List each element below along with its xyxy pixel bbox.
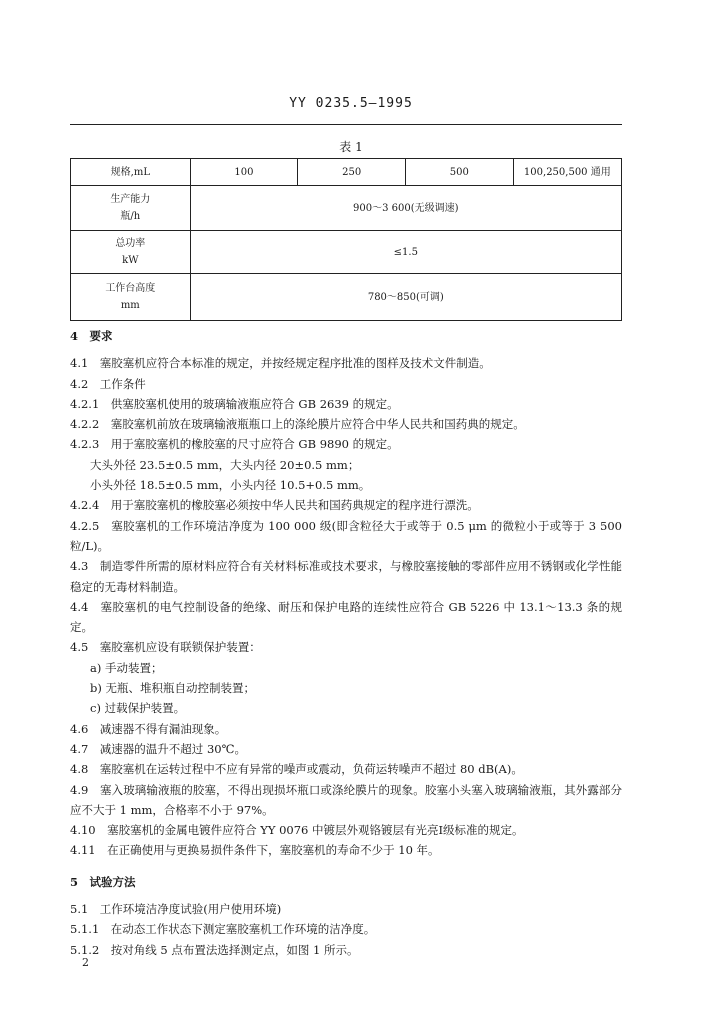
spec-table	[70, 158, 622, 321]
capacity-unit: 瓶/h	[120, 211, 141, 222]
clause-4-9: 4.9 塞入玻璃输液瓶的胶塞，不得出现损坏瓶口或涤纶膜片的现象。胶塞小头塞入玻璃输液瓶，其外露部分应不大于 1 mm，合格率不小于 97%。	[70, 782, 622, 817]
clause-4-10: 4.10 塞胶塞机的金属电镀件应符合 YY 0076 中镀层外观铬镀层有光亮Ⅰ级标准的规定。	[70, 823, 524, 838]
clause-4-11: 4.11 在正确使用与更换易损件条件下，塞胶塞机的寿命不少于 10 年。	[70, 843, 440, 858]
clause-4-2-5: 4.2.5 塞胶塞机的工作环境洁净度为 100 000 级(即含粒径大于或等于 0.5 μm 的微粒小于或等于 3 500 粒/L)。	[70, 518, 622, 553]
height-label-cell	[71, 274, 191, 321]
page-number: 2	[82, 956, 89, 969]
power-unit: kW	[122, 255, 139, 266]
section-4-title: 4 要求	[70, 329, 113, 343]
clause-4-2-1: 4.2.1 供塞胶塞机使用的玻璃输液瓶应符合 GB 2639 的规定。	[70, 396, 399, 411]
power-value-cell: ≤1.5	[190, 231, 621, 274]
power-label: 总功率	[115, 238, 146, 249]
clause-4-3: 4.3 制造零件所需的原材料应符合有关材料标准或技术要求，与橡胶塞接触的零部件应用不锈钢或化学性能稳定的无毒材料制造。	[70, 559, 622, 594]
height-value-cell: 780～850(可调)	[190, 274, 621, 321]
table-row-power	[71, 231, 622, 274]
clause-4-7: 4.7 减速器的温升不超过 30℃。	[70, 741, 246, 756]
table-row-capacity	[71, 186, 622, 231]
spec-100-cell: 100	[190, 159, 298, 186]
clause-4-6: 4.6 减速器不得有漏油现象。	[70, 721, 227, 736]
clause-5-1-2: 5.1.2 按对角线 5 点布置法选择测定点，如图 1 所示。	[70, 942, 359, 957]
capacity-label-cell	[71, 186, 191, 231]
standard-number-header: YY 0235.5—1995	[289, 96, 413, 111]
header-rule	[70, 124, 622, 125]
spec-250-cell: 250	[298, 159, 406, 186]
spec-common-cell: 100,250,500 通用	[513, 159, 621, 186]
clause-4-1: 4.1 塞胶塞机应符合本标准的规定，并按经规定程序批准的图样及技术文件制造。	[70, 356, 491, 371]
clause-4-2-4: 4.2.4 用于塞胶塞机的橡胶塞必须按中华人民共和国药典规定的程序进行漂洗。	[70, 498, 479, 513]
clause-4-2-3: 4.2.3 用于塞胶塞机的橡胶塞的尺寸应符合 GB 9890 的规定。	[70, 437, 399, 452]
height-label: 工作台高度	[105, 283, 156, 294]
clause-4-5: 4.5 塞胶塞机应设有联锁保护装置：	[70, 640, 261, 655]
clause-5-1-1: 5.1.1 在动态工作状态下测定塞胶塞机工作环境的洁净度。	[70, 922, 376, 937]
clause-4-2-2: 4.2.2 塞胶塞机前放在玻璃输液瓶瓶口上的涤纶膜片应符合中华人民共和国药典的规定。	[70, 417, 525, 432]
clause-4-2: 4.2 工作条件	[70, 376, 146, 391]
clause-5-1: 5.1 工作环境洁净度试验(用户使用环境)	[70, 902, 282, 917]
clause-4-2-3-large-end: 大头外径 23.5±0.5 mm，大头内径 20±0.5 mm；	[90, 457, 360, 472]
clause-4-5-a: a) 手动装置；	[90, 660, 163, 675]
section-5-title: 5 试验方法	[70, 874, 136, 889]
capacity-label: 生产能力	[110, 194, 151, 205]
power-label-cell	[71, 231, 191, 274]
clause-4-2-3-small-end: 小头外径 18.5±0.5 mm，小头内径 10.5+0.5 mm。	[90, 478, 371, 493]
clause-4-5-b: b) 无瓶、堆积瓶自动控制装置；	[90, 681, 256, 696]
table-row-height	[71, 274, 622, 321]
height-unit: mm	[120, 300, 140, 311]
spec-label-cell: 规格,mL	[71, 159, 191, 186]
table-row-spec	[71, 159, 622, 186]
spec-500-cell: 500	[405, 159, 513, 186]
clause-4-5-c: c) 过载保护装置。	[90, 701, 186, 716]
clause-4-4: 4.4 塞胶塞机的电气控制设备的绝缘、耐压和保护电路的连续性应符合 GB 5226 中 13.1～13.3 条的规定。	[70, 599, 622, 635]
capacity-value-cell: 900～3 600(无级调速)	[190, 186, 621, 231]
clause-4-8: 4.8 塞胶塞机在运转过程中不应有异常的噪声或震动，负荷运转噪声不超过 80 dB(A)。	[70, 762, 523, 777]
table-caption: 表 1	[339, 140, 363, 154]
body-content	[70, 326, 622, 960]
